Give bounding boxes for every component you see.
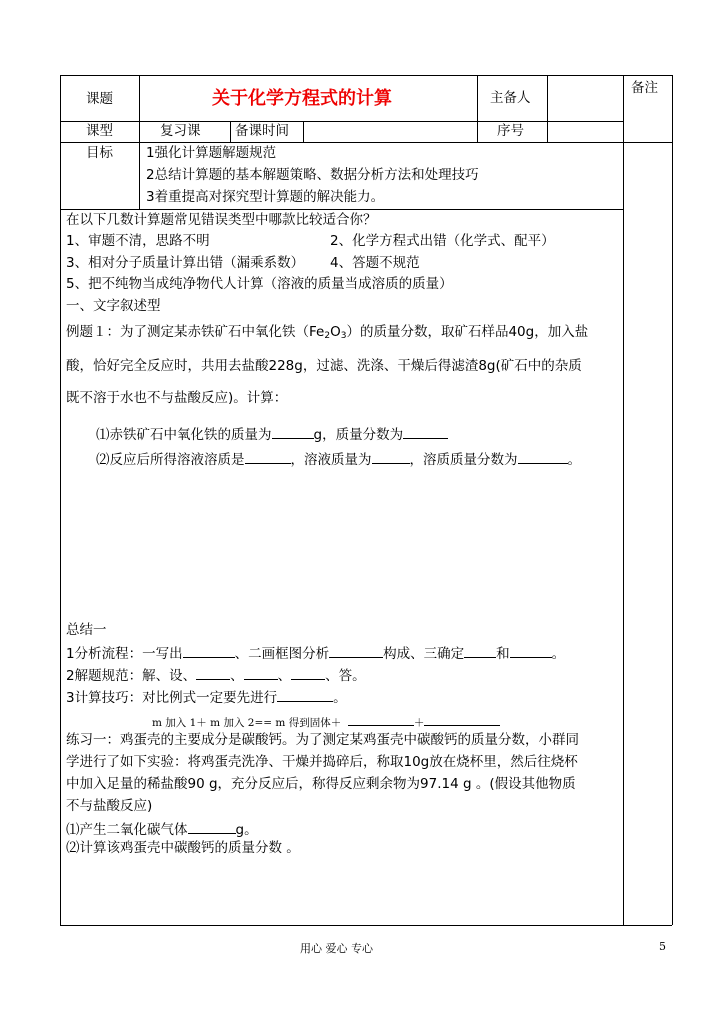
answer-blank[interactable] [188,821,236,834]
table-border-right [672,75,673,925]
answer-blank[interactable] [348,713,414,726]
row-divider [60,142,672,143]
goal-item: 3着重提高对探究型计算题的解决能力。 [146,189,385,205]
answer-blank[interactable] [277,689,333,702]
example-line: 例题１：为了测定某赤铁矿石中氧化铁$(Fe_2O_3)$的质量分数，取矿石样品40g，加入盐 [66,324,589,341]
practice-line: 练习一：鸡蛋壳的主要成分是碳酸钙。为了测定某鸡蛋壳中碳酸钙的质量分数，小群同 [66,732,579,748]
goal-item: 2总结计算题的基本解题策略、数据分析方法和处理技巧 [146,167,479,183]
practice-line: 中加入足量的稀盐酸90 g，充分反应后，称得反应剩余物为97.14 g 。(假设其他物质 [66,776,576,792]
row-divider [60,121,624,122]
page-title: 关于化学方程式的计算 [212,88,392,109]
label-prep-time: 备课时间 [235,123,289,139]
col-divider [623,75,624,925]
answer-blank[interactable] [183,645,235,658]
col-divider [230,121,231,142]
example-line: 酸，恰好完全反应时，共用去盐酸228g，过滤、洗涤、干燥后得滤渣8g(矿石中的杂质 [66,358,582,374]
errors-intro: 在以下几数计算题常见错误类型中哪款比较适合你？ [66,212,377,228]
summary-item-1: 1分析流程：一写出 、二画框图分析 构成、三确定 和 。 [66,646,566,662]
answer-blank[interactable] [244,667,278,680]
answer-blank[interactable] [196,667,230,680]
error-item: 5、把不纯物当成纯净物代人计算（溶液的质量当成溶质的质量） [66,276,453,292]
table-border-bottom [60,925,672,926]
label-notes: 备注 [631,80,658,96]
answer-blank[interactable] [291,667,325,680]
col-divider [477,75,478,142]
col-divider [547,75,548,142]
summary-item-3: 3计算技巧：对比例式一定要先进行 。 [66,690,347,706]
practice-question-1: ⑴产生二氧化碳气体 g。 [66,822,258,838]
row-divider [60,209,624,210]
page-number: 5 [659,940,666,953]
error-item: 4、答题不规范 [330,255,420,271]
summary-heading: 总结一 [66,622,107,638]
error-item: 1、审题不清，思路不明 [66,233,210,249]
label-topic: 课题 [86,91,113,107]
example-question-2: ⑵反应后所得溶液溶质是 ，溶液质量为 ，溶质质量分数为 。 [96,452,581,468]
practice-line: 不与盐酸反应) [66,798,153,814]
answer-blank[interactable] [510,645,552,658]
footer-motto: 用心 爱心 专心 [300,942,373,955]
summary-item-2: 2解题规范：解、设、 、 、 、答。 [66,668,366,684]
answer-blank[interactable] [272,426,314,439]
label-type: 课型 [86,123,113,139]
error-item: 3、相对分子质量计算出错（漏乘系数） [66,255,305,271]
error-item: 2、化学方程式出错（化学式、配平） [330,233,555,249]
practice-line: 学进行了如下实验：将鸡蛋壳洗净、干燥并捣碎后，称取10g放在烧杯里，然后往烧杯 [66,754,578,770]
col-divider [139,75,140,209]
example-line: 既不溶于水也不与盐酸反应)。计算： [66,390,288,406]
label-goal: 目标 [86,145,113,161]
col-divider [303,121,304,142]
answer-blank[interactable] [372,451,410,464]
answer-blank[interactable] [245,451,291,464]
answer-blank[interactable] [329,645,383,658]
answer-blank[interactable] [464,645,496,658]
practice-question-2: ⑵计算该鸡蛋壳中碳酸钙的质量分数 。 [66,840,300,856]
example-question-1: ⑴赤铁矿石中氧化铁的质量为 g，质量分数为 [96,426,448,443]
goal-item: 1强化计算题解题规范 [146,145,277,161]
answer-blank[interactable] [424,713,500,726]
mass-formula: m 加入 1＋ m 加入 2== m 得到固体＋ ＋ [152,713,500,729]
label-serial: 序号 [497,123,524,139]
answer-blank[interactable] [403,426,448,439]
section-heading: 一、文字叙述型 [66,298,161,314]
type-value: 复习课 [160,123,201,139]
answer-blank[interactable] [518,451,568,464]
label-preparer: 主备人 [490,90,531,106]
table-border-left [60,75,61,925]
table-border-top [60,75,672,76]
